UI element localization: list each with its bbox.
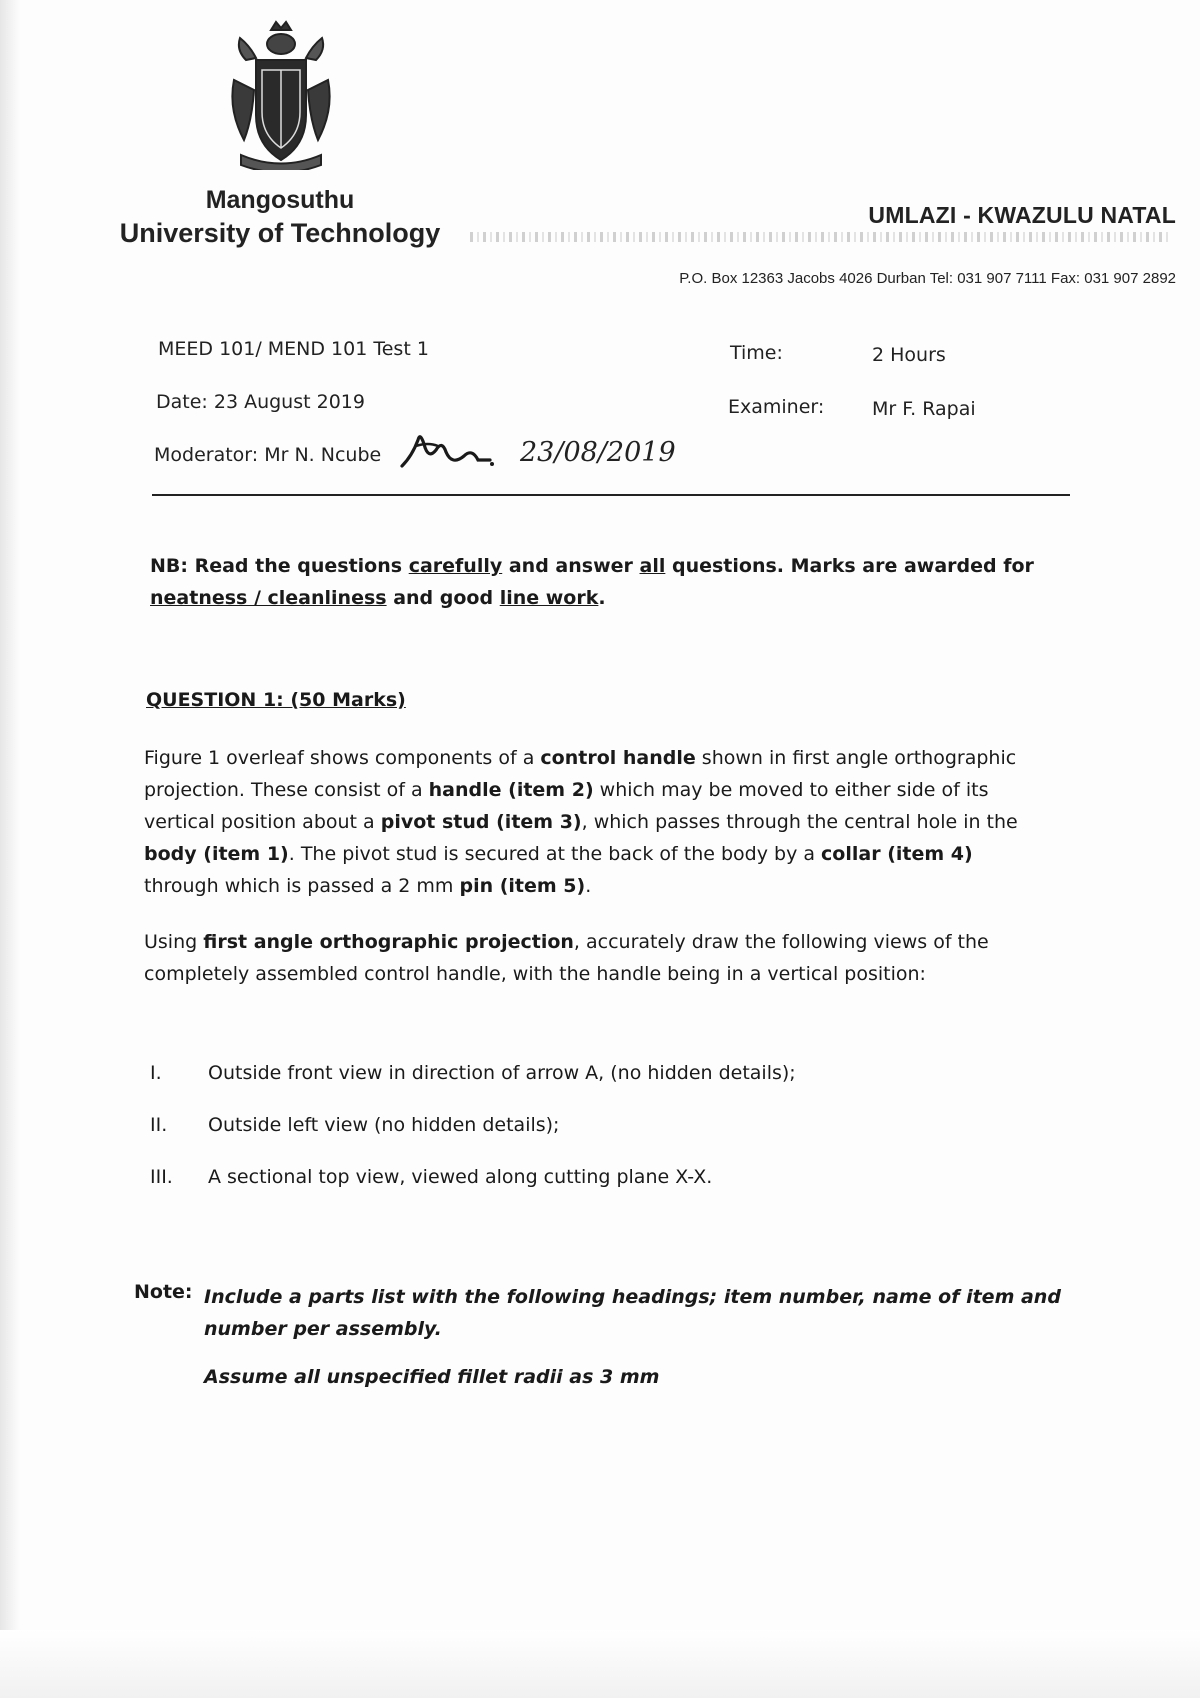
nb-underline-neatness: neatness / cleanliness <box>150 587 387 609</box>
test-date: Date: 23 August 2019 <box>156 391 365 413</box>
desc-text: , which passes through the central hole in the <box>581 811 1018 833</box>
desc-bold: pivot stud (item 3) <box>380 811 582 833</box>
nb-text-1: Read the questions <box>187 555 409 577</box>
scan-bottom-shadow <box>0 1630 1200 1698</box>
university-name <box>100 184 460 250</box>
nb-text-3: questions. Marks are awarded for <box>665 555 1034 577</box>
moderator-signature-date: 23/08/2019 <box>520 437 676 468</box>
course-code: MEED 101/ MEND 101 Test 1 <box>158 338 429 360</box>
university-name-line1: Mangosuthu <box>205 186 355 214</box>
list-item-text: Outside left view (no hidden details); <box>208 1114 560 1136</box>
list-item-text: Outside front view in direction of arrow A, (no hidden details); <box>208 1062 796 1084</box>
question-description <box>144 742 1044 902</box>
nb-instructions <box>150 550 1050 614</box>
nb-text-5: . <box>598 587 606 609</box>
desc-bold: control handle <box>540 747 696 769</box>
university-name-line2: University of Technology <box>119 218 441 248</box>
note-label: Note: <box>134 1281 193 1303</box>
desc-text: shown in first angle orthographic projection. These consist of a <box>144 747 1017 801</box>
university-location: UMLAZI - KWAZULU NATAL <box>868 202 1176 228</box>
desc-text: Figure 1 overleaf shows components of a <box>144 747 541 769</box>
nb-label: NB: <box>150 555 188 577</box>
nb-underline-all: all <box>639 555 666 577</box>
moderator: Moderator: Mr N. Ncube <box>154 444 382 466</box>
header-divider <box>152 494 1070 496</box>
desc-text: . <box>585 875 592 897</box>
contact-details: P.O. Box 12363 Jacobs 4026 Durban Tel: 031 907 7111 Fax: 031 907 2892 <box>679 270 1176 287</box>
desc-bold: body (item 1) <box>144 843 289 865</box>
letterhead-scan-noise <box>470 232 1170 242</box>
desc-bold: collar (item 4) <box>821 843 973 865</box>
task-bold: first angle orthographic projection <box>203 931 574 953</box>
nb-text-2: and answer <box>502 555 640 577</box>
nb-text-4: and good <box>386 587 500 609</box>
list-item-number: I. <box>150 1062 162 1084</box>
note-fillet-radii: Assume all unspecified fillet radii as 3 mm <box>204 1366 660 1388</box>
list-item-text: A sectional top view, viewed along cutting plane X-X. <box>208 1166 713 1188</box>
nb-underline-line-work: line work <box>499 587 599 609</box>
desc-bold: pin (item 5) <box>459 875 586 897</box>
question-task <box>144 926 1044 990</box>
scan-edge-shadow <box>0 0 20 1698</box>
list-item-number: III. <box>150 1166 173 1188</box>
examiner-label: Examiner: <box>728 396 825 418</box>
task-text: Using <box>144 931 204 953</box>
task-text: , accurately draw the following views of the completely assembled control handle, with the handle being in a vertical position: <box>144 931 989 985</box>
examiner-name: Mr F. Rapai <box>872 398 976 420</box>
handwritten-signature-icon <box>398 426 494 476</box>
time-value: 2 Hours <box>872 344 946 366</box>
desc-text: . The pivot stud is secured at the back of the body by a <box>288 843 822 865</box>
desc-text: which may be moved to either side of its vertical position about a <box>144 779 989 833</box>
note-text: Include a parts list with the following headings; item number, name of item and number per assembly. <box>204 1286 1061 1340</box>
question-title: QUESTION 1: (50 Marks) <box>146 689 406 711</box>
desc-bold: handle (item 2) <box>428 779 594 801</box>
university-crest-icon <box>226 20 336 170</box>
desc-text: through which is passed a 2 mm <box>144 875 460 897</box>
nb-underline-carefully: carefully <box>408 555 503 577</box>
time-label: Time: <box>730 342 783 364</box>
list-item-number: II. <box>150 1114 168 1136</box>
